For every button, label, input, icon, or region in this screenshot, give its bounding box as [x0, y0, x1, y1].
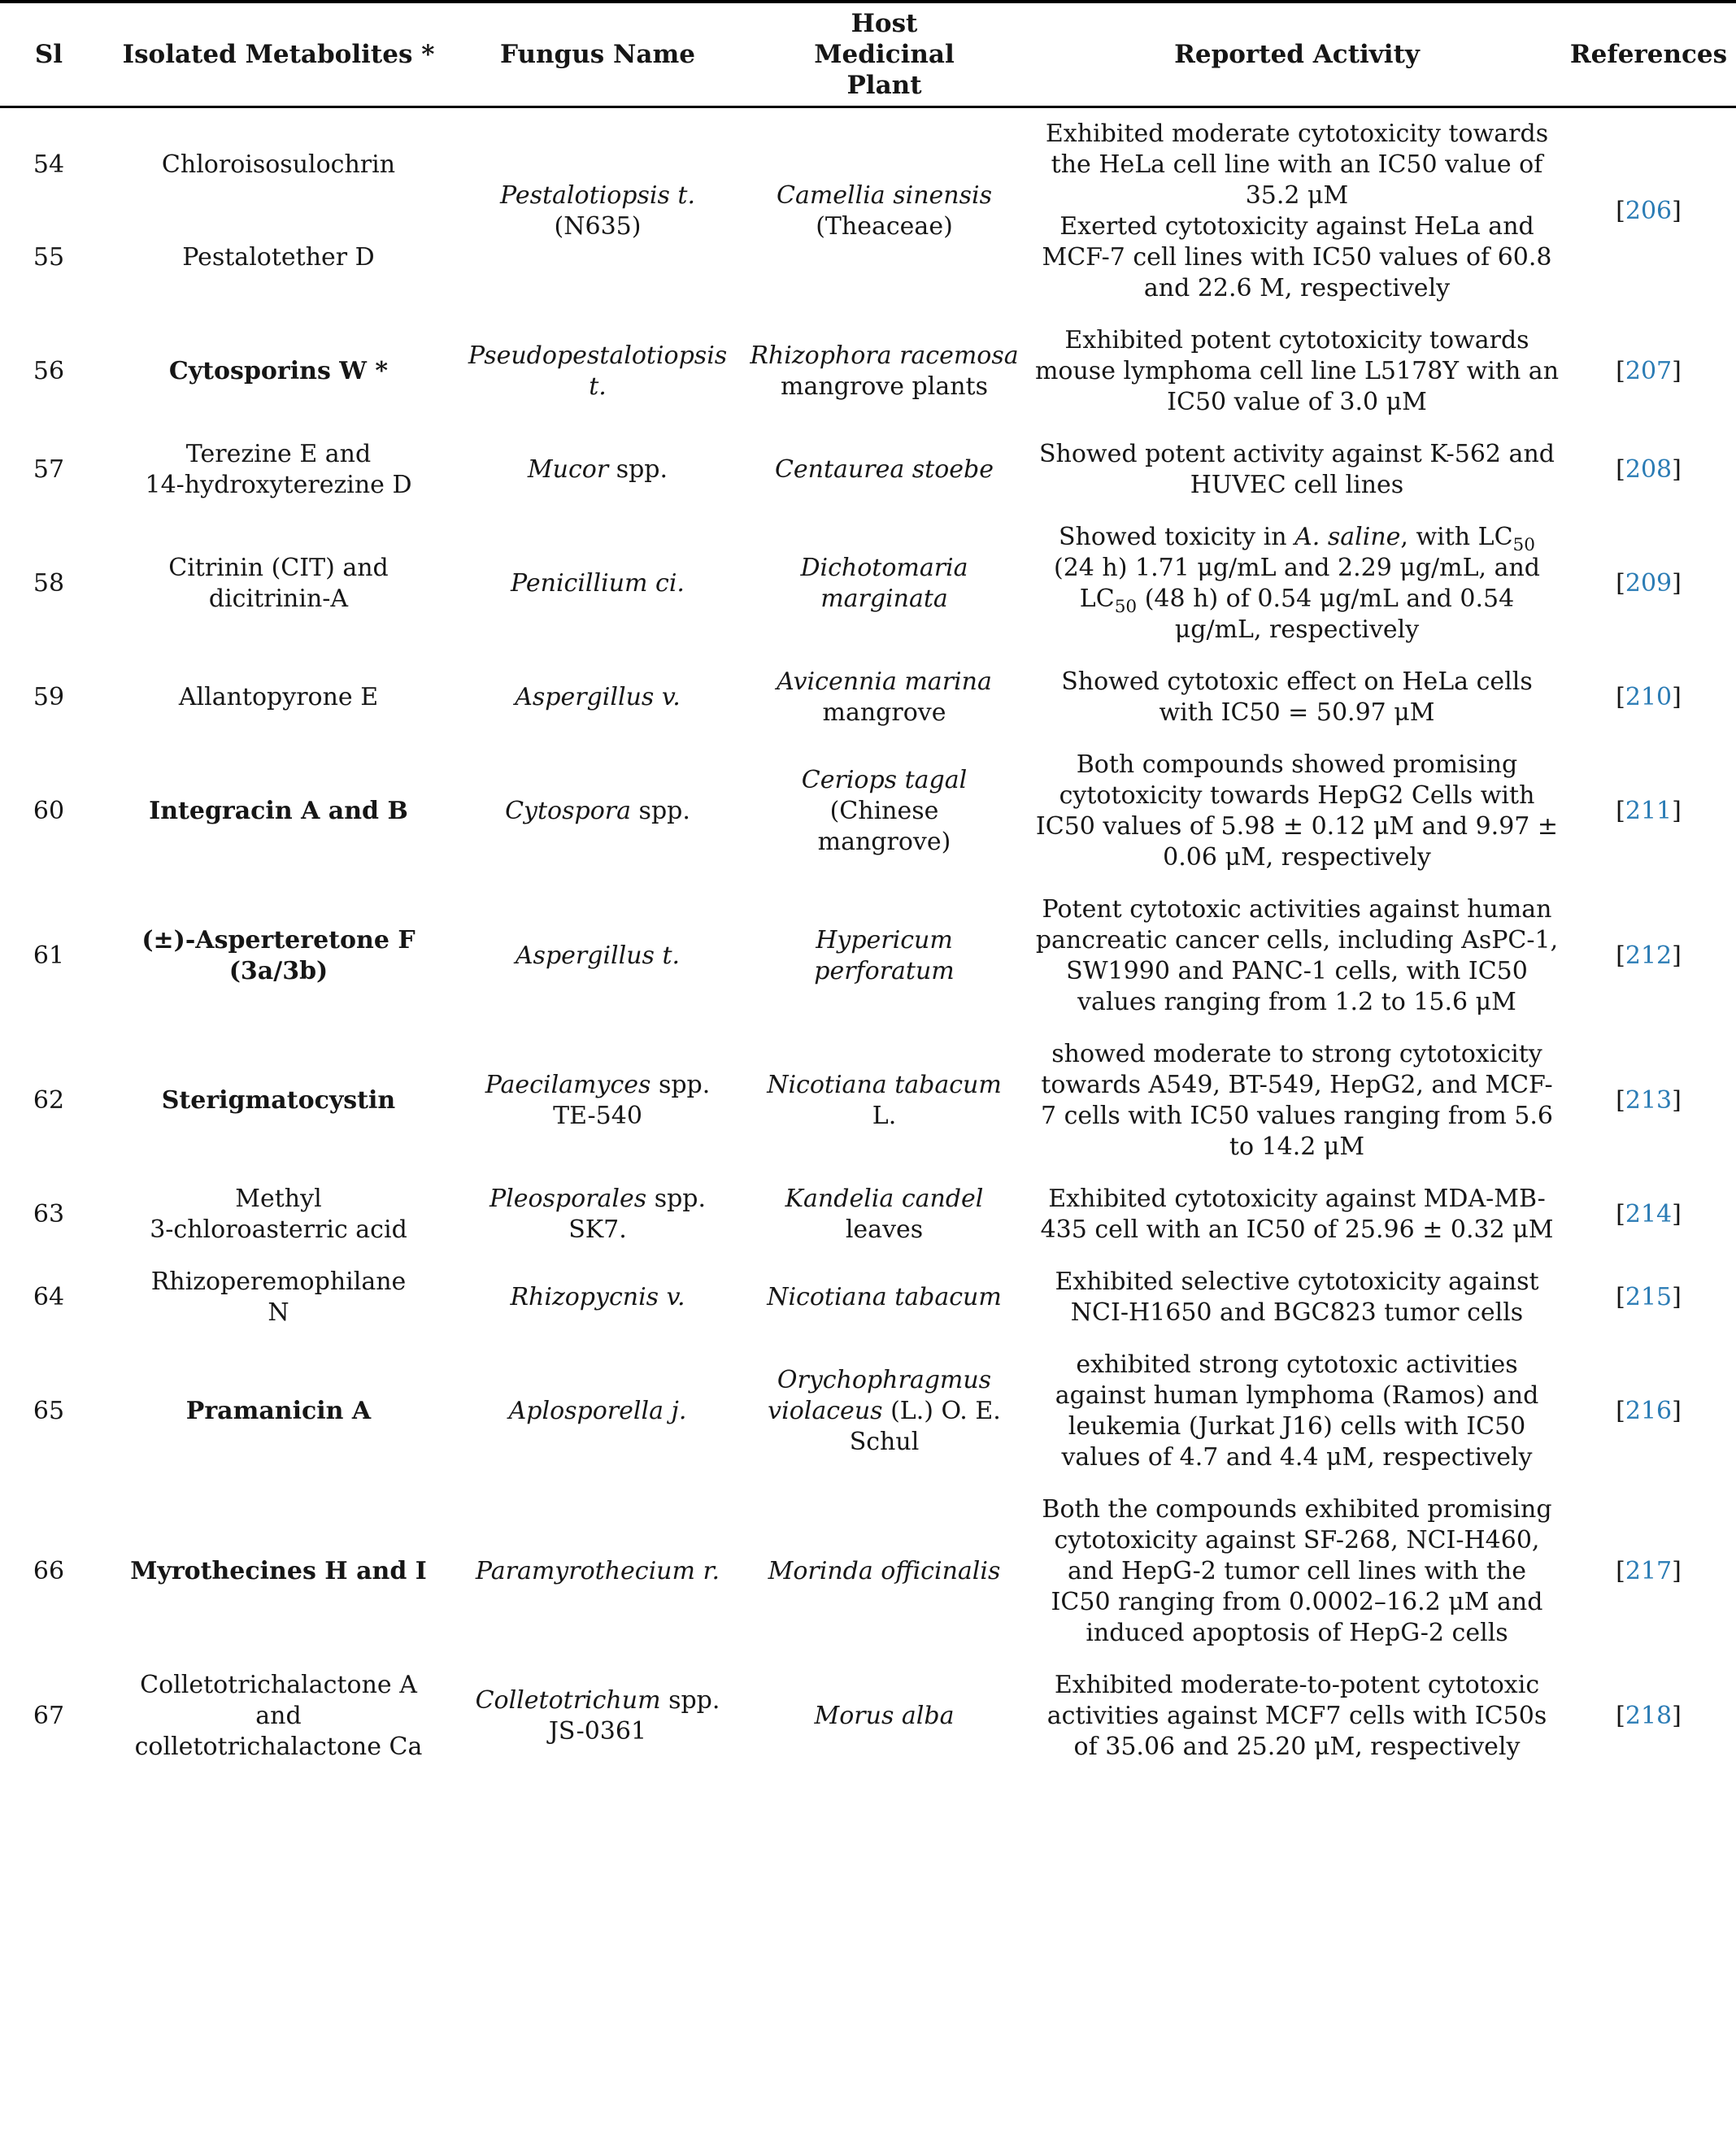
- table-row-group: [0, 1173, 1736, 1256]
- fungus-name: JS-0361: [548, 1717, 647, 1746]
- metabolite-name: Integracin A and B: [149, 797, 408, 825]
- reference-number: 214: [1625, 1200, 1673, 1228]
- sl-value: 67: [33, 1702, 65, 1730]
- table-row-group: [0, 1028, 1736, 1173]
- header-references: References: [1569, 40, 1728, 69]
- metabolite-name: Pramanicin A: [185, 1397, 372, 1425]
- host-cell: [736, 522, 1033, 646]
- reference-link[interactable]: [207]: [1616, 357, 1682, 385]
- sl-cell: [0, 1039, 98, 1163]
- metabolite-cell: [98, 1039, 459, 1163]
- reference-cell: [1561, 750, 1736, 873]
- metabolite-cell: [98, 1494, 459, 1649]
- reference-number: 207: [1625, 357, 1673, 385]
- header-sl: Sl: [34, 40, 63, 69]
- reference-number: 209: [1625, 569, 1673, 598]
- sl-cell: [0, 325, 98, 418]
- reference-number: 208: [1625, 455, 1673, 484]
- sl-cell: [0, 1350, 98, 1473]
- fungus-name: Colletotrichum spp.: [475, 1686, 720, 1715]
- reference-link[interactable]: [209]: [1616, 569, 1682, 598]
- table-row-group: [0, 656, 1736, 739]
- sl-value: 60: [33, 797, 65, 825]
- reference-number: 216: [1625, 1397, 1673, 1425]
- table-row-group: [0, 884, 1736, 1028]
- reference-number: 210: [1625, 683, 1673, 711]
- sl-cell: [0, 1494, 98, 1649]
- host-plant-name: Morus alba: [814, 1702, 955, 1730]
- table-row-group: [0, 108, 1736, 315]
- reference-number: 206: [1625, 197, 1673, 225]
- activity-cell: [1033, 1184, 1561, 1246]
- fungus-name: Pestalotiopsis t.: [499, 181, 695, 210]
- host-cell: [736, 1350, 1033, 1473]
- host-cell: [736, 325, 1033, 418]
- reference-cell: [1561, 667, 1736, 728]
- activity-text: Showed potent activity against K-562 and HUVEC cell lines: [1039, 440, 1555, 499]
- reference-cell: [1561, 1350, 1736, 1473]
- table-row-group: [0, 739, 1736, 884]
- table-row-group: [0, 1256, 1736, 1339]
- activity-text: showed moderate to strong cytotoxicity towards A549, BT-549, HepG2, and MCF-7 cells with IC50 values ranging from 5.6 to 14.2 μM: [1040, 1040, 1554, 1161]
- activity-cell: [1033, 894, 1561, 1018]
- fungus-name: Paramyrothecium r.: [475, 1557, 720, 1585]
- fungus-name: t.: [589, 372, 607, 401]
- fungus-cell: [459, 667, 736, 728]
- reference-number: 212: [1625, 941, 1673, 970]
- fungus-name: Aspergillus t.: [515, 941, 681, 970]
- metabolite-name: Allantopyrone E: [178, 683, 379, 711]
- activity-text: Exhibited potent cytotoxicity towards mouse lymphoma cell line L5178Y with an IC50 value of 3.0 μM: [1034, 326, 1560, 416]
- metabolite-name: Rhizoperemophilane N: [150, 1268, 407, 1327]
- host-plant-name: Dichotomaria: [800, 554, 968, 582]
- metabolite-cell: [98, 894, 459, 1018]
- host-plant-name: (Theaceae): [816, 212, 953, 241]
- fungus-cell: [459, 1494, 736, 1649]
- reference-link[interactable]: [206]: [1616, 197, 1682, 225]
- host-plant-name: (Chinese: [829, 797, 939, 825]
- header-isolated-metabolites: Isolated Metabolites *: [122, 40, 435, 69]
- metabolite-cell: [98, 667, 459, 728]
- host-plant-name: mangrove): [817, 828, 951, 856]
- fungus-name: Aplosporella j.: [508, 1397, 687, 1425]
- activity-cell: [1033, 1494, 1561, 1649]
- activity-cell: [1033, 325, 1561, 418]
- metabolite-cell: [98, 1670, 459, 1763]
- metabolite-name: Pestalotether D: [182, 243, 375, 272]
- activity-cell: [1033, 439, 1561, 501]
- activity-text: Showed toxicity in A. saline, with $LC_{50}$ (24 h) 1.71 μg/mL and 2.29 μg/mL, and $LC_{50}$ (48 h) of 0.54 μg/mL and 0.54 μg/mL, respectively: [1054, 523, 1540, 644]
- sl-value: 57: [33, 455, 65, 484]
- fungus-name: Pseudopestalotiopsis: [468, 341, 728, 370]
- fungus-name: Penicillium ci.: [511, 569, 685, 598]
- sl-value: 54: [33, 150, 65, 179]
- fungus-cell: [459, 750, 736, 873]
- fungus-cell: [459, 1670, 736, 1763]
- reference-link[interactable]: [208]: [1616, 455, 1682, 484]
- metabolite-name: Methyl 3-chloroasterric acid: [150, 1185, 407, 1244]
- fungus-cell: [459, 1039, 736, 1163]
- table-row-group: [0, 428, 1736, 511]
- metabolite-cell: [98, 750, 459, 873]
- metabolite-cell: [98, 1184, 459, 1246]
- activity-cell: [1033, 667, 1561, 728]
- activity-cell: [1033, 750, 1561, 873]
- fungus-name: Rhizopycnis v.: [510, 1283, 685, 1311]
- reference-link[interactable]: [212]: [1616, 941, 1682, 970]
- reference-number: 218: [1625, 1702, 1673, 1730]
- activity-text: exhibited strong cytotoxic activities against human lymphoma (Ramos) and leukemia (Jurkat J16) cells with IC50 values of 4.7 and 4.4 μM, respectively: [1055, 1350, 1539, 1472]
- fungus-cell: [459, 325, 736, 418]
- activity-text: Potent cytotoxic activities against human pancreatic cancer cells, including AsPC-1, SW1990 and PANC-1 cells, with IC50 values ranging from 1.2 to 15.6 μM: [1035, 895, 1559, 1016]
- host-cell: [736, 667, 1033, 728]
- activity-text: Exerted cytotoxicity against HeLa and MCF-7 cell lines with IC50 values of 60.8 and 22.6 M, respectively: [1042, 212, 1552, 302]
- host-plant-name: Nicotiana tabacum: [767, 1283, 1002, 1311]
- reference-number: 213: [1625, 1086, 1673, 1115]
- host-cell: [736, 1670, 1033, 1763]
- host-plant-name: Morinda officinalis: [768, 1557, 1001, 1585]
- host-plant-name: Schul: [849, 1428, 920, 1456]
- sl-value: 55: [33, 243, 65, 272]
- table-body: [0, 108, 1736, 1773]
- metabolite-cell: [98, 325, 459, 418]
- table-row-group: [0, 315, 1736, 428]
- activity-cell: [1033, 1039, 1561, 1163]
- host-plant-name: Kandelia candel: [785, 1185, 984, 1213]
- host-plant-name: perforatum: [814, 957, 955, 985]
- table-row-group: [0, 1659, 1736, 1773]
- reference-cell: [1561, 1184, 1736, 1246]
- activity-cell: [1033, 1670, 1561, 1763]
- host-cell: [736, 1494, 1033, 1649]
- reference-link[interactable]: [211]: [1616, 797, 1682, 825]
- host-plant-name: Rhizophora racemosa: [750, 341, 1019, 370]
- reference-cell: [1561, 1039, 1736, 1163]
- fungus-name: Aspergillus v.: [515, 683, 681, 711]
- fungus-cell: [459, 894, 736, 1018]
- host-plant-name: Centaurea stoebe: [774, 455, 994, 484]
- table-row-group: [0, 1339, 1736, 1484]
- reference-cell: [1561, 522, 1736, 646]
- reference-cell: [1561, 1267, 1736, 1328]
- host-cell: [736, 439, 1033, 501]
- reference-cell: [1561, 439, 1736, 501]
- fungus-name: Pleosporales spp.: [489, 1185, 707, 1213]
- reference-cell: [1561, 894, 1736, 1018]
- fungus-name: SK7.: [568, 1215, 627, 1244]
- activity-cell: [1033, 1350, 1561, 1473]
- sl-value: 58: [33, 569, 65, 598]
- reference-number: 211: [1625, 797, 1673, 825]
- reference-number: 217: [1625, 1557, 1673, 1585]
- host-plant-name: marginata: [820, 585, 948, 613]
- sl-value: 56: [33, 357, 65, 385]
- fungus-name: Mucor spp.: [527, 455, 668, 484]
- metabolite-cell: [98, 119, 459, 304]
- activity-text: Exhibited cytotoxicity against MDA-MB-435 cell with an IC50 of 25.96 ± 0.32 μM: [1040, 1185, 1554, 1244]
- host-plant-name: mangrove: [822, 698, 946, 727]
- host-cell: [736, 1267, 1033, 1328]
- header-host-medicinal-plant: Host Medicinal Plant: [814, 9, 955, 100]
- fungus-cell: [459, 1267, 736, 1328]
- host-plant-name: Nicotiana tabacum: [767, 1071, 1002, 1099]
- header-fungus-name: Fungus Name: [500, 40, 695, 69]
- metabolite-cell: [98, 522, 459, 646]
- sl-value: 62: [33, 1086, 65, 1115]
- metabolite-name: Citrinin (CIT) and dicitrinin-A: [168, 554, 389, 613]
- activity-text: Showed cytotoxic effect on HeLa cells with IC50 = 50.97 μM: [1061, 667, 1533, 727]
- reference-number: 215: [1625, 1283, 1673, 1311]
- table-row-group: [0, 1484, 1736, 1659]
- host-cell: [736, 750, 1033, 873]
- metabolite-name: Chloroisosulochrin: [161, 150, 396, 179]
- host-plant-name: mangrove plants: [781, 372, 988, 401]
- sl-cell: [0, 522, 98, 646]
- sl-value: 61: [33, 941, 65, 970]
- activity-text: Exhibited moderate cytotoxicity towards the HeLa cell line with an IC50 value of 35.2 μM: [1045, 120, 1549, 210]
- fungus-name: Paecilamyces spp.: [485, 1071, 711, 1099]
- fungus-name: Cytospora spp.: [505, 797, 690, 825]
- reference-link[interactable]: [215]: [1616, 1283, 1682, 1311]
- sl-cell: [0, 750, 98, 873]
- fungus-cell: [459, 522, 736, 646]
- metabolite-name: Myrothecines H and I: [130, 1557, 427, 1585]
- metabolite-name: Cytosporins W *: [168, 357, 389, 385]
- sl-cell: [0, 439, 98, 501]
- sl-cell: [0, 667, 98, 728]
- reference-cell: [1561, 1670, 1736, 1763]
- activity-text: Both compounds showed promising cytotoxicity towards HepG2 Cells with IC50 values of 5.98 ± 0.12 μM and 9.97 ± 0.06 μM, respectively: [1035, 750, 1559, 872]
- metabolite-name: Colletotrichalactone A and colletotrichalactone Ca: [134, 1671, 423, 1761]
- fungus-name: (N635): [554, 212, 642, 241]
- metabolite-name: Sterigmatocystin: [161, 1086, 396, 1115]
- sl-value: 59: [33, 683, 65, 711]
- header-reported-activity: Reported Activity: [1174, 40, 1420, 69]
- fungus-name: TE-540: [553, 1102, 642, 1130]
- sl-cell: [0, 1267, 98, 1328]
- activity-text: Exhibited selective cytotoxicity against NCI-H1650 and BGC823 tumor cells: [1055, 1268, 1539, 1327]
- host-plant-name: Avicennia marina: [777, 667, 992, 696]
- reference-link[interactable]: [213]: [1616, 1086, 1682, 1115]
- sl-cell: [0, 119, 98, 304]
- reference-cell: [1561, 1494, 1736, 1649]
- metabolite-name: (±)-Asperteretone F (3a/3b): [141, 926, 416, 985]
- metabolite-cell: [98, 439, 459, 501]
- activity-text: Exhibited moderate-to-potent cytotoxic activities against MCF7 cells with IC50s of 35.06 and 25.20 μM, respectively: [1046, 1671, 1547, 1761]
- sl-cell: [0, 1670, 98, 1763]
- reference-link[interactable]: [218]: [1616, 1702, 1682, 1730]
- host-plant-name: leaves: [845, 1215, 924, 1244]
- sl-value: 63: [33, 1200, 65, 1228]
- fungus-cell: [459, 1184, 736, 1246]
- fungus-cell: [459, 119, 736, 304]
- sl-value: 65: [33, 1397, 65, 1425]
- table-header-row: [0, 3, 1736, 108]
- activity-text: Both the compounds exhibited promising cytotoxicity against SF-268, NCI-H460, and HepG-2 tumor cell lines with the IC50 ranging from 0.0002–16.2 μM and induced apoptosis of HepG-2 cells: [1042, 1495, 1552, 1647]
- host-cell: [736, 1039, 1033, 1163]
- sl-cell: [0, 894, 98, 1018]
- host-plant-name: violaceus (L.) O. E.: [768, 1397, 1001, 1425]
- reference-cell: [1561, 119, 1736, 304]
- activity-cell: [1033, 522, 1561, 646]
- metabolite-cell: [98, 1350, 459, 1473]
- host-plant-name: Hypericum: [816, 926, 953, 954]
- host-plant-name: Camellia sinensis: [776, 181, 993, 210]
- host-cell: [736, 894, 1033, 1018]
- host-plant-name: Orychophragmus: [777, 1366, 992, 1394]
- sl-value: 64: [33, 1283, 65, 1311]
- fungus-cell: [459, 439, 736, 501]
- reference-link[interactable]: [214]: [1616, 1200, 1682, 1228]
- reference-link[interactable]: [216]: [1616, 1397, 1682, 1425]
- host-plant-name: Ceriops tagal: [801, 766, 968, 794]
- reference-link[interactable]: [210]: [1616, 683, 1682, 711]
- host-cell: [736, 119, 1033, 304]
- activity-cell: [1033, 119, 1561, 304]
- host-cell: [736, 1184, 1033, 1246]
- metabolite-cell: [98, 1267, 459, 1328]
- fungus-cell: [459, 1350, 736, 1473]
- host-plant-name: L.: [872, 1102, 897, 1130]
- reference-cell: [1561, 325, 1736, 418]
- sl-value: 66: [33, 1557, 65, 1585]
- metabolite-name: Terezine E and 14-hydroxyterezine D: [145, 440, 412, 499]
- table-row-group: [0, 511, 1736, 656]
- sl-cell: [0, 1184, 98, 1246]
- activity-cell: [1033, 1267, 1561, 1328]
- reference-link[interactable]: [217]: [1616, 1557, 1682, 1585]
